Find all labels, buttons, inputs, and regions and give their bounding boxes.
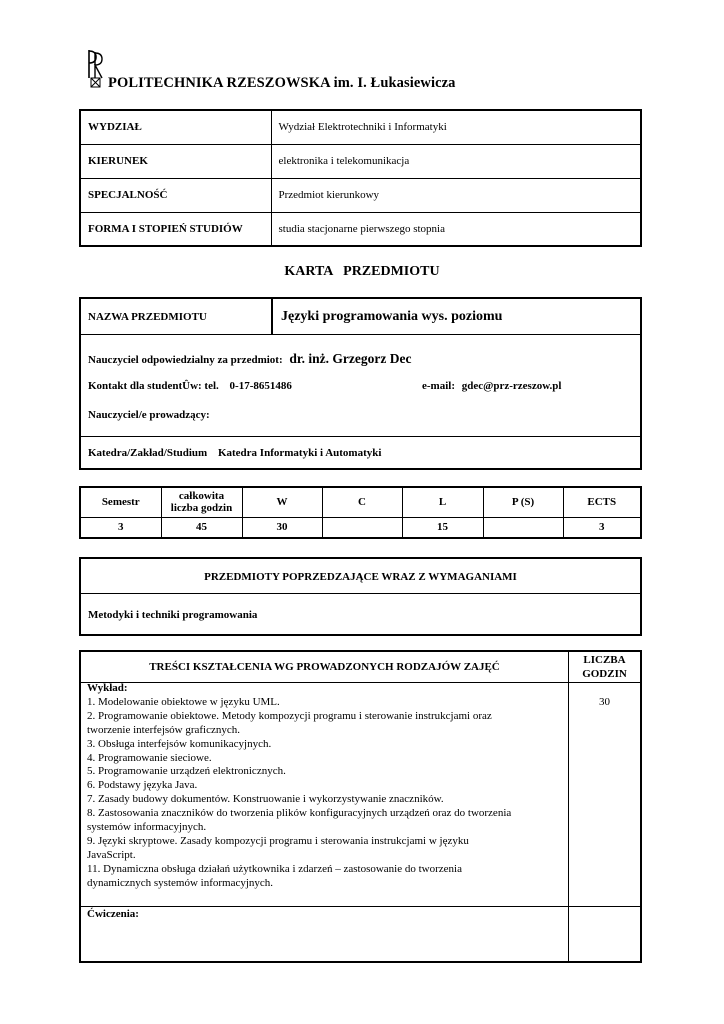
lecture-hours: 30 xyxy=(599,696,610,708)
lecture-line: 3. Obsługa interfejsów komunikacyjnych. xyxy=(87,737,272,750)
subject-box xyxy=(79,297,642,470)
divider xyxy=(81,906,640,907)
ects-value: 3 xyxy=(563,517,641,538)
faculty-info-table xyxy=(79,109,642,247)
lecture-line: 9. Języki skryptowe. Zasady kompozycji programu i sterowania instrukcjami w języku xyxy=(87,834,469,847)
ects-header: ECTS xyxy=(563,487,641,517)
total-hours-value: 45 xyxy=(161,517,242,538)
table-row xyxy=(80,110,641,144)
study-form-label: FORMA I STOPIEŃ STUDIÓW xyxy=(80,212,271,246)
lecture-line: 8. Zastosowania znaczników do tworzenia plików konfiguracyjnych urządzeń oraz do tworzenia xyxy=(87,807,512,820)
lecture-line: systemów informacyjnych. xyxy=(87,821,207,834)
divider xyxy=(81,593,640,594)
lecture-hours-value: 30 xyxy=(242,517,322,538)
exercises-hours-value xyxy=(322,517,402,538)
department-line xyxy=(88,447,381,459)
email-line xyxy=(422,380,561,392)
exercises-header: C xyxy=(322,487,402,517)
table-row xyxy=(80,178,641,212)
card-title: KARTA PRZEDMIOTU xyxy=(284,264,440,279)
subject-name-row xyxy=(81,299,640,335)
field-value: elektronika i telekomunikacja xyxy=(271,144,641,178)
table-row xyxy=(80,212,641,246)
contact-phone: 0-17-8651486 xyxy=(229,380,292,392)
department-label: Katedra/Zakład/Studium xyxy=(88,447,208,459)
institution-name: POLITECHNIKA RZESZOWSKA im. I. Łukasiewicza xyxy=(108,75,456,91)
field-label: KIERUNEK xyxy=(80,144,271,178)
total-hours-header: całkowita liczba godzin xyxy=(161,487,242,517)
project-hours-value xyxy=(483,517,563,538)
prerequisites-box xyxy=(79,557,642,636)
table-row xyxy=(80,144,641,178)
lecture-line: 7. Zasady budowy dokumentów. Konstruowanie i wykorzystywanie znaczników. xyxy=(87,793,444,806)
faculty-value: Wydział Elektrotechniki i Informatyki xyxy=(271,110,641,144)
subject-name-value: Języki programowania wys. poziomu xyxy=(281,309,503,324)
lecture-line: JavaScript. xyxy=(87,848,136,861)
teacher-label: Nauczyciel odpowiedzialny za przedmiot: xyxy=(88,354,283,366)
study-form-value: studia stacjonarne pierwszego stopnia xyxy=(271,212,641,246)
specialization-label: SPECJALNOŚĆ xyxy=(80,178,271,212)
lecture-line: tworzenie interfejsów graficznych. xyxy=(87,723,241,736)
lecture-line: 11. Dynamiczna obsługa działań użytkownika i zdarzeń – zastosowanie do tworzenia xyxy=(87,862,462,875)
hours-header: LICZBA GODZIN xyxy=(582,654,627,680)
lecture-header: W xyxy=(242,487,322,517)
lecture-line: 4. Programowanie sieciowe. xyxy=(87,751,212,764)
prerequisites-content: Metodyki i techniki programowania xyxy=(88,609,258,621)
lecture-line: 1. Modelowanie obiektowe w języku UML. xyxy=(87,695,280,708)
semester-header: Semestr xyxy=(80,487,161,517)
lecturers-label: Nauczyciel/e prowadzący: xyxy=(88,409,210,421)
faculty-label: WYDZIAŁ xyxy=(80,110,271,144)
exercises-label: Ćwiczenia: xyxy=(87,908,139,920)
semester-value: 3 xyxy=(80,517,161,538)
lecture-label: Wykład: xyxy=(87,682,128,694)
content-title: TREŚCI KSZTAŁCENIA WG PROWADZONYCH RODZAJÓW ZAJĘĆ xyxy=(149,661,500,673)
specialization-value: Przedmiot kierunkowy xyxy=(271,178,641,212)
divider xyxy=(81,436,640,437)
lecture-line: dynamicznych systemów informacyjnych. xyxy=(87,876,274,889)
project-header: P (S) xyxy=(483,487,563,517)
lecture-line: 2. Programowanie obiektowe. Metody kompozycji programu i sterowanie instrukcjami oraz xyxy=(87,709,492,722)
department-value: Katedra Informatyki i Automatyki xyxy=(217,447,382,459)
lab-header: L xyxy=(402,487,483,517)
university-logo xyxy=(86,48,106,88)
lecture-line: 6. Podstawy języka Java. xyxy=(87,779,198,792)
teacher-line xyxy=(88,351,411,367)
course-content-box xyxy=(79,650,642,963)
lab-hours-value: 15 xyxy=(402,517,483,538)
lecture-section xyxy=(87,682,565,891)
contact-label: Kontakt dla studentÛw: tel. xyxy=(88,380,219,392)
contact-line xyxy=(88,380,292,392)
lecture-line: 5. Programowanie urządzeń elektronicznych. xyxy=(87,765,286,778)
hours-values-row xyxy=(80,517,641,538)
divider xyxy=(271,299,273,334)
prerequisites-title: PRZEDMIOTY POPRZEDZAJĄCE WRAZ Z WYMAGANIAMI xyxy=(204,571,517,583)
email-label: e-mail: xyxy=(422,380,455,392)
email-value[interactable]: gdec@prz-rzeszow.pl xyxy=(461,380,562,392)
hours-table xyxy=(79,486,642,539)
teacher-value: dr. inż. Grzegorz Dec xyxy=(289,351,412,366)
hours-header-row xyxy=(80,487,641,517)
subject-name-label: NAZWA PRZEDMIOTU xyxy=(88,311,207,323)
